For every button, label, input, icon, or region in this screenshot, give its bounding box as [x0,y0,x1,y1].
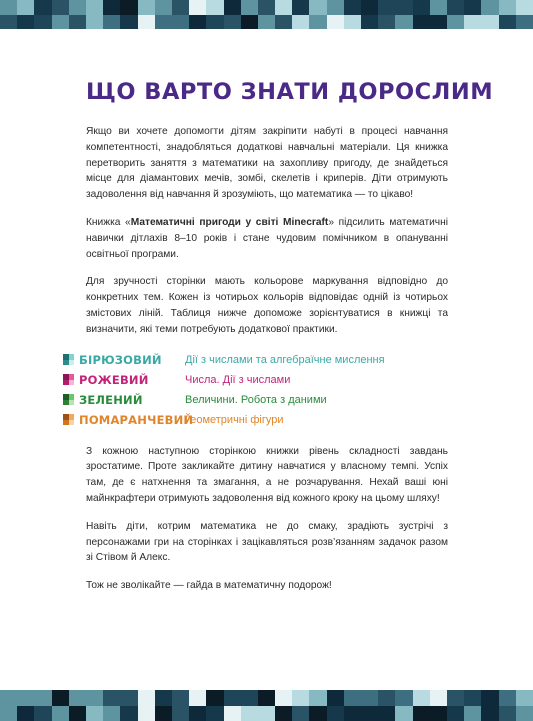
border-pixel [378,706,395,721]
border-pixel [292,706,309,721]
border-pixel [516,15,533,30]
border-pixel [155,15,172,30]
border-pixel [344,15,361,30]
border-pixel [292,15,309,30]
border-pixel [189,706,206,721]
border-pixel [52,15,69,30]
border-pixel [120,690,137,706]
border-pixel [430,706,447,721]
border-pixel [120,0,137,15]
border-pixel [361,0,378,15]
border-pixel [17,706,34,721]
border-pixel [327,706,344,721]
legend-name: БІРЮЗОВИЙ [79,352,162,367]
border-pixel [138,15,155,30]
legend-row-orange [63,410,448,430]
border-pixel [258,706,275,721]
border-pixel [481,15,498,30]
border-pixel [395,0,412,15]
pink-swatch-icon [63,374,74,385]
border-pixel [172,15,189,30]
border-pixel [241,15,258,30]
border-pixel [430,0,447,15]
border-pixel [395,690,412,706]
bottom-pixel-border [0,690,533,721]
border-pixel [206,690,223,706]
border-pixel [52,706,69,721]
border-pixel [103,0,120,15]
border-pixel [292,690,309,706]
border-pixel [481,0,498,15]
border-pixel [258,690,275,706]
border-pixel [413,0,430,15]
border-pixel [0,690,17,706]
border-pixel [309,706,326,721]
border-pixel [138,690,155,706]
legend-row-turquoise [63,350,448,370]
legend-description: Геометричні фігури [185,413,284,426]
border-pixel [69,15,86,30]
border-pixel [464,690,481,706]
border-pixel [499,706,516,721]
border-pixel [224,706,241,721]
border-pixel [447,0,464,15]
border-pixel [241,0,258,15]
border-pixel [395,15,412,30]
border-pixel [516,706,533,721]
book-description-paragraph [86,215,448,262]
border-pixel [155,0,172,15]
border-pixel [499,15,516,30]
border-pixel [378,15,395,30]
characters-paragraph: Навіть діти, котрим математика не до смаку, зрадіють зустрічі з персонажами гри на сторінках і зацікавляться розв’язанням задачок разом зі Стівом й Алекс. [86,520,448,564]
border-pixel [0,15,17,30]
border-pixel [120,15,137,30]
border-pixel [464,15,481,30]
border-pixel [206,706,223,721]
book-title: Математичні пригоди у світі Minecraft [130,216,329,228]
border-pixel [52,0,69,15]
border-pixel [189,0,206,15]
intro-paragraph: Якщо ви хочете допомогти дітям закріпити набуті в процесі навчання компетентності, знадобляться додаткові навчальні матеріали. Ця книжка перетворить заняття з математики на захопливу пригоду, де знайдеться місце для діамантових мечів, зомбі, скелетів і криперів. Діти отримують задоволення від навчання й зрозуміють, що математика — то цікаво! [86,126,448,201]
border-pixel [206,15,223,30]
border-pixel [464,0,481,15]
border-pixel [275,690,292,706]
border-pixel [499,0,516,15]
border-pixel [189,15,206,30]
border-pixel [413,690,430,706]
border-pixel [172,0,189,15]
border-pixel [206,0,223,15]
legend-name: РОЖЕВИЙ [79,372,149,387]
border-pixel [241,706,258,721]
border-pixel [34,706,51,721]
border-pixel [52,690,69,706]
border-pixel [516,0,533,15]
closing-paragraph: Тож не зволікайте — гайда в математичну подорож! [86,580,332,592]
legend-row-green [63,390,448,410]
border-pixel [0,706,17,721]
legend-row-pink [63,370,448,390]
border-pixel [224,15,241,30]
border-pixel [309,15,326,30]
border-pixel [344,0,361,15]
border-pixel [413,15,430,30]
border-pixel [430,15,447,30]
border-pixel [0,0,17,15]
border-pixel [69,690,86,706]
border-pixel [292,0,309,15]
border-pixel [258,15,275,30]
border-pixel [69,706,86,721]
green-swatch-icon [63,394,74,405]
orange-swatch-icon [63,414,74,425]
border-pixel [499,690,516,706]
border-pixel [309,690,326,706]
border-pixel [327,15,344,30]
border-pixel [138,0,155,15]
border-pixel [327,690,344,706]
border-pixel [516,690,533,706]
border-pixel [17,690,34,706]
border-pixel [481,706,498,721]
border-pixel [120,706,137,721]
border-pixel [361,15,378,30]
legend-description: Величини. Робота з даними [185,393,327,406]
border-pixel [430,690,447,706]
legend-description: Дії з числами та алгебраїчне мислення [185,353,385,366]
border-pixel [224,690,241,706]
page-content [79,124,448,606]
border-pixel [275,0,292,15]
border-pixel [395,706,412,721]
color-legend [63,350,448,430]
border-pixel [17,0,34,15]
border-pixel [327,0,344,15]
progress-paragraph: З кожною наступною сторінкою книжки рівень складності завдань зростатиме. Проте закликайте дитину навчатися у власному темпі. Успіх там, де є натхнення та змагання, а не розчарування. Нехай ваші юні майнкрафтери отримують задоволення від кожного кроку на цьому шляху! [86,445,448,504]
border-pixel [413,706,430,721]
border-pixel [378,0,395,15]
border-pixel [189,690,206,706]
border-pixel [155,706,172,721]
top-pixel-border [0,0,533,29]
color-coding-paragraph: Для зручності сторінки мають кольорове маркування відповідно до конкретних тем. Кожен із чотирьох кольорів відповідає одній із чотирьох змістових ліній. Таблиця нижче допоможе зорієнтуватися в книжці та визначити, які теми потребують додаткової практики. [86,276,448,335]
turquoise-swatch-icon [63,354,74,365]
border-pixel [464,706,481,721]
border-pixel [241,690,258,706]
border-pixel [103,706,120,721]
border-pixel [86,690,103,706]
border-pixel [275,15,292,30]
border-pixel [447,15,464,30]
border-pixel [17,15,34,30]
border-pixel [172,706,189,721]
border-pixel [224,0,241,15]
border-pixel [447,706,464,721]
border-pixel [344,690,361,706]
border-pixel [155,690,172,706]
border-pixel [86,15,103,30]
border-pixel [103,690,120,706]
border-pixel [86,0,103,15]
legend-description: Числа. Дії з числами [185,373,291,386]
border-pixel [361,690,378,706]
border-pixel [481,690,498,706]
border-pixel [378,690,395,706]
border-pixel [103,15,120,30]
border-pixel [34,0,51,15]
border-pixel [34,690,51,706]
border-pixel [34,15,51,30]
book-description-prefix: Книжка « [86,216,131,228]
border-pixel [86,706,103,721]
border-pixel [275,706,292,721]
legend-name: ПОМАРАНЧЕВИЙ [79,412,194,427]
page-title: ЩО ВАРТО ЗНАТИ ДОРОСЛИМ [86,79,494,105]
border-pixel [309,0,326,15]
border-pixel [361,706,378,721]
legend-name: ЗЕЛЕНИЙ [79,392,143,407]
border-pixel [344,706,361,721]
border-pixel [138,706,155,721]
border-pixel [258,0,275,15]
border-pixel [172,690,189,706]
book-description-suffix: » підсилить математичні навички дітлахів 8–10 років і стане чудовим помічником в опануванні освітньої програми. [86,216,448,260]
border-pixel [447,690,464,706]
border-pixel [69,0,86,15]
